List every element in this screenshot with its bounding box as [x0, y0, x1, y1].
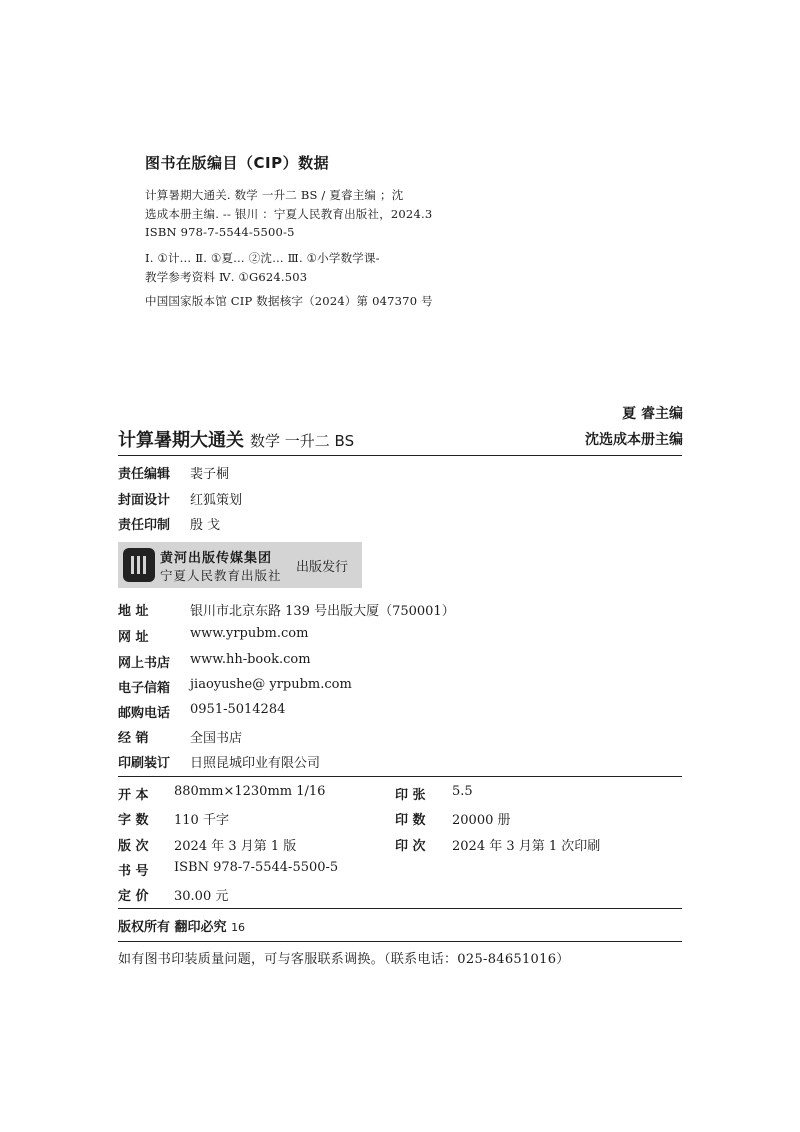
volume-editor: 沈选成本册主编	[585, 432, 683, 448]
spec-value: 2024 年 3 月第 1 次印刷	[452, 839, 601, 854]
copyright-code: 16	[231, 921, 246, 934]
contact-label: 印刷装订	[118, 756, 171, 771]
divider	[118, 455, 682, 456]
cip-line: Ⅰ. ①计… Ⅱ. ①夏… ②沈… Ⅲ. ①小学数学课-	[145, 251, 380, 265]
spec-value: 880mm×1230mm 1/16	[174, 784, 326, 799]
divider	[118, 941, 682, 942]
spec-label: 开 本	[118, 788, 149, 803]
spec-label: 书 号	[118, 864, 149, 879]
publisher-action: 出版发行	[296, 560, 349, 575]
contact-label: 网上书店	[118, 656, 171, 671]
cip-line: 计算暑期大通关. 数学 一升二 BS / 夏睿主编 ；沈	[145, 188, 404, 202]
staff-value: 殷 戈	[190, 518, 221, 533]
book-title-main: 计算暑期大通关	[118, 430, 244, 451]
spec-label: 印 张	[395, 788, 426, 803]
contact-label: 电子信箱	[118, 681, 171, 696]
contact-label: 网 址	[118, 630, 149, 645]
divider	[118, 908, 682, 909]
spec-value: 30.00 元	[174, 889, 229, 904]
spec-label: 字 数	[118, 813, 149, 828]
contact-value: 银川市北京东路 139 号出版大厦（750001）	[190, 604, 455, 619]
cip-title: 图书在版编目（CIP）数据	[145, 154, 330, 172]
staff-label: 责任印制	[118, 518, 171, 533]
book-subtitle: 数学 一升二 BS	[250, 432, 355, 450]
copyright-notice	[118, 916, 245, 935]
spec-label: 定 价	[118, 889, 149, 904]
book-title	[118, 426, 354, 452]
spec-value: 5.5	[452, 784, 473, 799]
contact-value: 0951-5014284	[190, 702, 286, 717]
cip-line: 中国国家版本馆 CIP 数据核字（2024）第 047370 号	[145, 294, 433, 308]
spec-value: ISBN 978-7-5544-5500-5	[174, 860, 339, 875]
contact-label: 经 销	[118, 731, 149, 746]
contact-value: www.yrpubm.com	[190, 626, 309, 641]
contact-label: 邮购电话	[118, 706, 171, 721]
contact-value: jiaoyushe@ yrpubm.com	[190, 677, 352, 692]
staff-value: 红狐策划	[190, 493, 243, 508]
cip-line: ISBN 978-7-5544-5500-5	[145, 225, 295, 239]
spec-value: 110 千字	[174, 813, 229, 828]
publisher-logo-icon	[123, 548, 155, 582]
staff-label: 责任编辑	[118, 467, 171, 482]
publisher-group: 黄河出版传媒集团	[160, 551, 273, 566]
publisher-box	[118, 542, 362, 588]
contact-value: www.hh-book.com	[190, 652, 311, 667]
spec-label: 印 数	[395, 813, 426, 828]
service-notice: 如有图书印装质量问题，可与客服联系调换。（联系电话：025-84651016）	[118, 952, 570, 967]
spec-label: 版 次	[118, 839, 149, 854]
spec-value: 20000 册	[452, 813, 511, 828]
cip-line: 选成本册主编. -- 银川 ：宁夏人民教育出版社，2024.3	[145, 207, 433, 221]
chief-editor: 夏 睿主编	[622, 406, 683, 422]
cip-line: 教学参考资料 Ⅳ. ①G624.503	[145, 270, 308, 284]
copyright-text: 版权所有 翻印必究	[118, 920, 227, 935]
contact-value: 日照昆城印业有限公司	[190, 756, 321, 771]
contact-value: 全国书店	[190, 731, 243, 746]
staff-value: 裴子桐	[190, 467, 230, 482]
contact-label: 地 址	[118, 604, 149, 619]
spec-label: 印 次	[395, 839, 426, 854]
divider	[118, 776, 682, 777]
publisher-press: 宁夏人民教育出版社	[160, 568, 282, 583]
spec-value: 2024 年 3 月第 1 版	[174, 839, 297, 854]
staff-label: 封面设计	[118, 493, 171, 508]
